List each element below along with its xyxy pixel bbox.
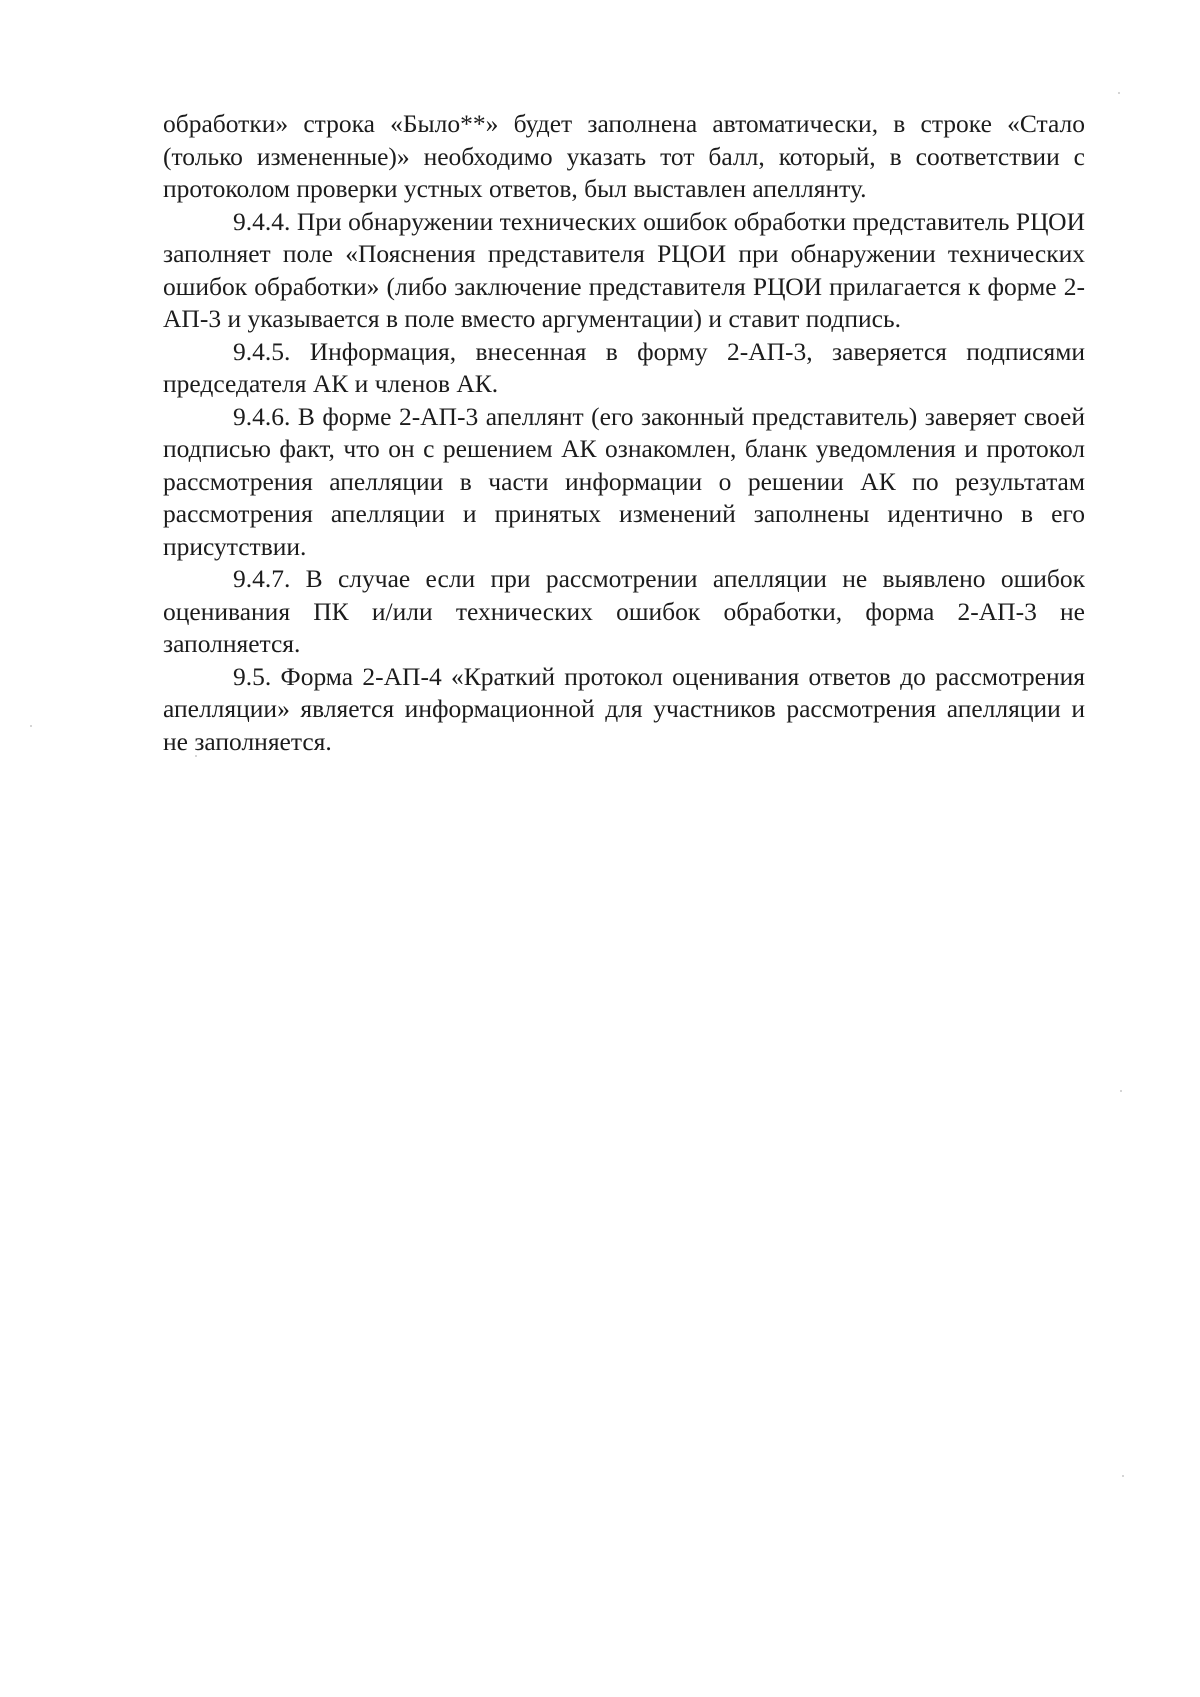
scan-speck [1118, 92, 1120, 94]
paragraph-9-5: 9.5. Форма 2-АП-4 «Краткий протокол оценивания ответов до рассмотрения апелляции» является информационной для участников рассмотрения апелляции и не заполняется. [163, 661, 1085, 756]
paragraph-9-4-7: 9.4.7. В случае если при рассмотрении апелляции не выявлено ошибок оценивания ПК и/или технических ошибок обработки, форма 2-АП-3 не заполняется. [163, 564, 1085, 658]
paragraph-9-4-4: 9.4.4. При обнаружении технических ошибок обработки представитель РЦОИ заполняет поле «Пояснения представителя РЦОИ при обнаружении технических ошибок обработки» (либо заключение представителя РЦОИ прилагается к форме 2-АП-3 и указывается в поле вместо аргументации) и ставит подпись. [163, 206, 1085, 333]
paragraph-9-4-5: 9.4.5. Информация, внесенная в форму 2-АП-3, заверяется подписями председателя АК и членов АК. [163, 336, 1085, 398]
scan-speck [1122, 1475, 1124, 1477]
scan-speck [30, 725, 32, 727]
paragraph-continuation: обработки» строка «Было**» будет заполнена автоматически, в строке «Стало (только измененные)» необходимо указать тот балл, который, в соответствии с протоколом проверки устных ответов, был выставлен апеллянту. [163, 109, 1085, 203]
paragraph-9-4-6: 9.4.6. В форме 2-АП-3 апеллянт (его законный представитель) заверяет своей подписью факт, что он с решением АК ознакомлен, бланк уведомления и протокол рассмотрения апелляции в части информации о решении АК по результатам рассмотрения апелляции и принятых изменений заполнены идентично в его присутствии. [163, 401, 1085, 561]
scan-speck [1120, 1090, 1122, 1092]
scan-speck [195, 755, 197, 757]
document-body [163, 108, 1085, 758]
